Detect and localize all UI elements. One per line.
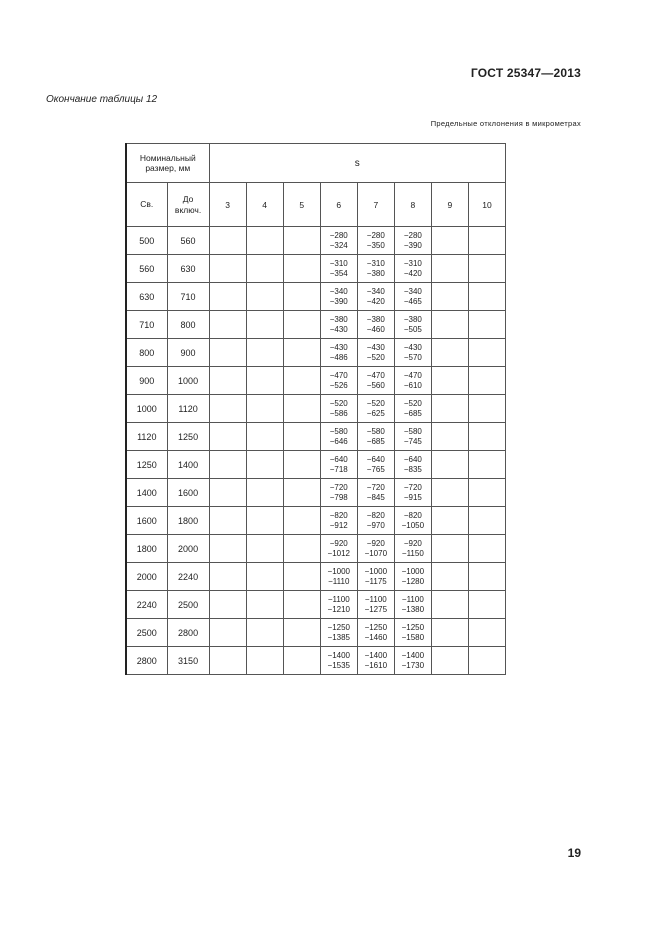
lower-deviation: −765 [366,464,385,474]
empty-cell [283,507,320,535]
deviation-cell [394,563,431,591]
size-to-cell: 1250 [167,423,209,451]
size-from-cell: 2000 [126,563,167,591]
empty-cell [283,535,320,563]
table-row [126,507,506,535]
upper-deviation: −920 [403,538,422,548]
upper-deviation: −1400 [327,650,350,660]
lower-deviation: −685 [366,436,385,446]
to-header: До включ. [167,183,209,227]
upper-deviation: −580 [329,426,348,436]
upper-deviation: −580 [403,426,422,436]
nominal-size-header: Номинальный размер, мм [126,144,209,183]
lower-deviation: −520 [366,352,385,362]
upper-deviation: −1000 [401,566,425,576]
lower-deviation: −685 [403,408,422,418]
empty-cell [209,647,246,675]
empty-cell [431,283,468,311]
empty-cell [431,423,468,451]
upper-deviation: −280 [403,230,422,240]
empty-cell [468,619,505,647]
empty-cell [283,255,320,283]
lower-deviation: −970 [366,520,385,530]
empty-cell [283,647,320,675]
table-caption: Окончание таблицы 12 [46,94,158,105]
table-row [126,647,506,675]
size-to-cell: 2240 [167,563,209,591]
empty-cell [431,339,468,367]
size-from-cell: 900 [126,367,167,395]
empty-cell [209,507,246,535]
upper-deviation: −820 [366,510,385,520]
lower-deviation: −430 [329,324,348,334]
deviation-cell [357,647,394,675]
upper-deviation: −520 [403,398,422,408]
empty-cell [468,367,505,395]
grade-header: 7 [357,183,394,227]
upper-deviation: −1400 [364,650,388,660]
deviation-cell [357,507,394,535]
empty-cell [283,479,320,507]
size-from-cell: 1600 [126,507,167,535]
empty-cell [209,535,246,563]
size-from-cell: 2240 [126,591,167,619]
size-to-cell: 630 [167,255,209,283]
lower-deviation: −420 [366,296,385,306]
empty-cell [246,563,283,591]
empty-cell [283,451,320,479]
deviation-cell [357,619,394,647]
empty-cell [283,563,320,591]
size-from-cell: 1800 [126,535,167,563]
deviation-cell [394,591,431,619]
upper-deviation: −1000 [327,566,350,576]
lower-deviation: −835 [403,464,422,474]
empty-cell [283,283,320,311]
empty-cell [246,479,283,507]
deviation-cell [320,591,357,619]
size-from-cell: 2500 [126,619,167,647]
lower-deviation: −1150 [401,548,424,558]
table-row [126,423,506,451]
upper-deviation: −470 [366,370,385,380]
empty-cell [209,311,246,339]
empty-cell [431,451,468,479]
upper-deviation: −340 [366,286,385,296]
empty-cell [246,507,283,535]
table-row [126,479,506,507]
empty-cell [209,395,246,423]
lower-deviation: −1050 [401,520,425,530]
deviation-cell [394,507,431,535]
empty-cell [468,283,505,311]
lower-deviation: −912 [329,520,348,530]
table-row [126,563,506,591]
deviation-cell [320,479,357,507]
lower-deviation: −745 [403,436,422,446]
lower-deviation: −1385 [327,632,350,642]
table-row [126,255,506,283]
deviation-cell [320,283,357,311]
deviation-cell [394,311,431,339]
lower-deviation: −646 [329,436,348,446]
table-row [126,311,506,339]
deviation-cell [320,255,357,283]
table-row [126,451,506,479]
deviation-cell [394,619,431,647]
size-to-cell: 800 [167,311,209,339]
empty-cell [468,451,505,479]
lower-deviation: −380 [366,268,385,278]
deviation-cell [320,507,357,535]
empty-cell [431,647,468,675]
table-row [126,619,506,647]
deviation-cell [394,647,431,675]
empty-cell [246,255,283,283]
lower-deviation: −1580 [401,632,425,642]
lower-deviation: −1460 [364,632,388,642]
deviation-cell [394,535,431,563]
size-from-cell: 560 [126,255,167,283]
grade-header: 10 [468,183,505,227]
lower-deviation: −1535 [327,660,350,670]
empty-cell [246,619,283,647]
upper-deviation: −1100 [364,594,387,604]
empty-cell [431,591,468,619]
upper-deviation: −640 [366,454,385,464]
upper-deviation: −820 [329,510,348,520]
upper-deviation: −430 [366,342,385,352]
grade-header: 8 [394,183,431,227]
deviation-cell [394,479,431,507]
table-row [126,535,506,563]
lower-deviation: −505 [403,324,422,334]
deviation-cell [357,479,394,507]
document-code: ГОСТ 25347—2013 [470,66,581,80]
deviation-cell [357,563,394,591]
lower-deviation: −350 [366,240,385,250]
upper-deviation: −430 [403,342,422,352]
size-to-cell: 710 [167,283,209,311]
size-to-cell: 1400 [167,451,209,479]
deviation-cell [357,395,394,423]
upper-deviation: −310 [366,258,385,268]
deviation-cell [320,367,357,395]
lower-deviation: −1175 [364,576,387,586]
empty-cell [209,563,246,591]
lower-deviation: −390 [403,240,422,250]
empty-cell [468,563,505,591]
lower-deviation: −1380 [401,604,425,614]
deviation-cell [320,339,357,367]
empty-cell [468,423,505,451]
lower-deviation: −1012 [327,548,350,558]
deviation-cell [320,647,357,675]
size-to-cell: 560 [167,227,209,255]
deviation-cell [320,227,357,255]
lower-deviation: −1610 [364,660,388,670]
empty-cell [246,283,283,311]
deviation-cell [357,339,394,367]
empty-cell [246,647,283,675]
lower-deviation: −570 [403,352,422,362]
table-row [126,339,506,367]
upper-deviation: −310 [329,258,348,268]
upper-deviation: −1250 [327,622,350,632]
upper-deviation: −470 [403,370,422,380]
empty-cell [246,339,283,367]
deviation-cell [394,283,431,311]
size-from-cell: 630 [126,283,167,311]
empty-cell [468,479,505,507]
size-from-cell: 1250 [126,451,167,479]
empty-cell [246,395,283,423]
empty-cell [209,283,246,311]
empty-cell [246,311,283,339]
grade-header: 3 [209,183,246,227]
lower-deviation: −1280 [401,576,425,586]
table-row [126,591,506,619]
deviation-cell [394,339,431,367]
table-row [126,395,506,423]
deviation-cell [357,451,394,479]
empty-cell [431,367,468,395]
empty-cell [209,227,246,255]
upper-deviation: −920 [366,538,385,548]
size-from-cell: 500 [126,227,167,255]
deviation-cell [357,255,394,283]
empty-cell [468,311,505,339]
upper-deviation: −720 [403,482,422,492]
size-from-cell: 800 [126,339,167,367]
size-to-cell: 2500 [167,591,209,619]
deviation-cell [357,367,394,395]
table-body [126,227,506,675]
empty-cell [246,451,283,479]
deviation-cell [320,619,357,647]
upper-deviation: −280 [366,230,385,240]
lower-deviation: −486 [329,352,348,362]
lower-deviation: −354 [329,268,348,278]
grade-header: 5 [283,183,320,227]
empty-cell [246,535,283,563]
empty-cell [209,479,246,507]
units-note: Предельные отклонения в микрометрах [430,119,581,128]
grade-header: 9 [431,183,468,227]
deviation-cell [357,423,394,451]
deviation-cell [394,395,431,423]
page-number: 19 [567,846,581,860]
size-from-cell: 1000 [126,395,167,423]
deviation-cell [320,395,357,423]
empty-cell [431,255,468,283]
empty-cell [246,423,283,451]
upper-deviation: −1100 [401,594,424,604]
lower-deviation: −526 [329,380,348,390]
lower-deviation: −560 [366,380,385,390]
upper-deviation: −340 [329,286,348,296]
empty-cell [209,451,246,479]
lower-deviation: −390 [329,296,348,306]
empty-cell [209,619,246,647]
upper-deviation: −380 [403,314,422,324]
upper-deviation: −920 [329,538,348,548]
upper-deviation: −640 [403,454,422,464]
size-to-cell: 1800 [167,507,209,535]
empty-cell [209,423,246,451]
lower-deviation: −625 [366,408,385,418]
upper-deviation: −520 [329,398,348,408]
empty-cell [468,647,505,675]
upper-deviation: −430 [329,342,348,352]
lower-deviation: −460 [366,324,385,334]
lower-deviation: −465 [403,296,422,306]
upper-deviation: −520 [366,398,385,408]
lower-deviation: −1070 [364,548,388,558]
empty-cell [283,367,320,395]
size-from-cell: 2800 [126,647,167,675]
empty-cell [283,227,320,255]
empty-cell [431,227,468,255]
deviation-cell [320,311,357,339]
empty-cell [431,619,468,647]
lower-deviation: −420 [403,268,422,278]
empty-cell [283,423,320,451]
empty-cell [283,339,320,367]
deviation-cell [394,227,431,255]
grade-header: 6 [320,183,357,227]
empty-cell [468,507,505,535]
deviation-cell [394,451,431,479]
lower-deviation: −1110 [328,576,350,586]
table-row [126,367,506,395]
deviation-cell [357,591,394,619]
tolerance-table [125,143,506,675]
deviation-cell [357,535,394,563]
table-row [126,227,506,255]
size-to-cell: 1120 [167,395,209,423]
deviation-cell [357,311,394,339]
lower-deviation: −1210 [327,604,350,614]
deviation-cell [320,535,357,563]
empty-cell [431,535,468,563]
lower-deviation: −1730 [401,660,425,670]
size-to-cell: 2800 [167,619,209,647]
deviation-cell [394,423,431,451]
upper-deviation: −310 [403,258,422,268]
empty-cell [283,395,320,423]
upper-deviation: −580 [366,426,385,436]
size-to-cell: 3150 [167,647,209,675]
lower-deviation: −324 [329,240,348,250]
upper-deviation: −380 [366,314,385,324]
size-from-cell: 1120 [126,423,167,451]
empty-cell [431,395,468,423]
empty-cell [468,227,505,255]
empty-cell [431,507,468,535]
size-to-cell: 1600 [167,479,209,507]
table-row [126,283,506,311]
deviation-cell [394,367,431,395]
deviation-cell [357,283,394,311]
upper-deviation: −720 [366,482,385,492]
grade-header: 4 [246,183,283,227]
deviation-cell [320,451,357,479]
grade-letter-header: s [209,144,505,183]
upper-deviation: −280 [329,230,348,240]
empty-cell [246,591,283,619]
lower-deviation: −798 [329,492,348,502]
deviation-cell [320,563,357,591]
size-from-cell: 710 [126,311,167,339]
size-from-cell: 1400 [126,479,167,507]
empty-cell [468,255,505,283]
lower-deviation: −845 [366,492,385,502]
empty-cell [209,255,246,283]
empty-cell [283,619,320,647]
size-to-cell: 1000 [167,367,209,395]
from-header: Св. [126,183,167,227]
deviation-cell [394,255,431,283]
empty-cell [246,367,283,395]
upper-deviation: −820 [403,510,422,520]
empty-cell [468,591,505,619]
empty-cell [246,227,283,255]
empty-cell [209,339,246,367]
deviation-cell [357,227,394,255]
upper-deviation: −1250 [364,622,388,632]
upper-deviation: −380 [329,314,348,324]
empty-cell [431,311,468,339]
size-to-cell: 2000 [167,535,209,563]
empty-cell [209,367,246,395]
size-to-cell: 900 [167,339,209,367]
lower-deviation: −1275 [364,604,388,614]
empty-cell [283,591,320,619]
upper-deviation: −340 [403,286,422,296]
upper-deviation: −1000 [364,566,388,576]
empty-cell [468,395,505,423]
empty-cell [283,311,320,339]
lower-deviation: −610 [403,380,422,390]
empty-cell [209,591,246,619]
deviation-cell [320,423,357,451]
upper-deviation: −720 [329,482,348,492]
upper-deviation: −1100 [327,594,350,604]
lower-deviation: −586 [329,408,348,418]
empty-cell [431,563,468,591]
empty-cell [468,535,505,563]
lower-deviation: −915 [403,492,422,502]
upper-deviation: −1250 [401,622,425,632]
empty-cell [431,479,468,507]
empty-cell [468,339,505,367]
lower-deviation: −718 [329,464,348,474]
upper-deviation: −1400 [401,650,425,660]
upper-deviation: −640 [329,454,348,464]
upper-deviation: −470 [329,370,348,380]
